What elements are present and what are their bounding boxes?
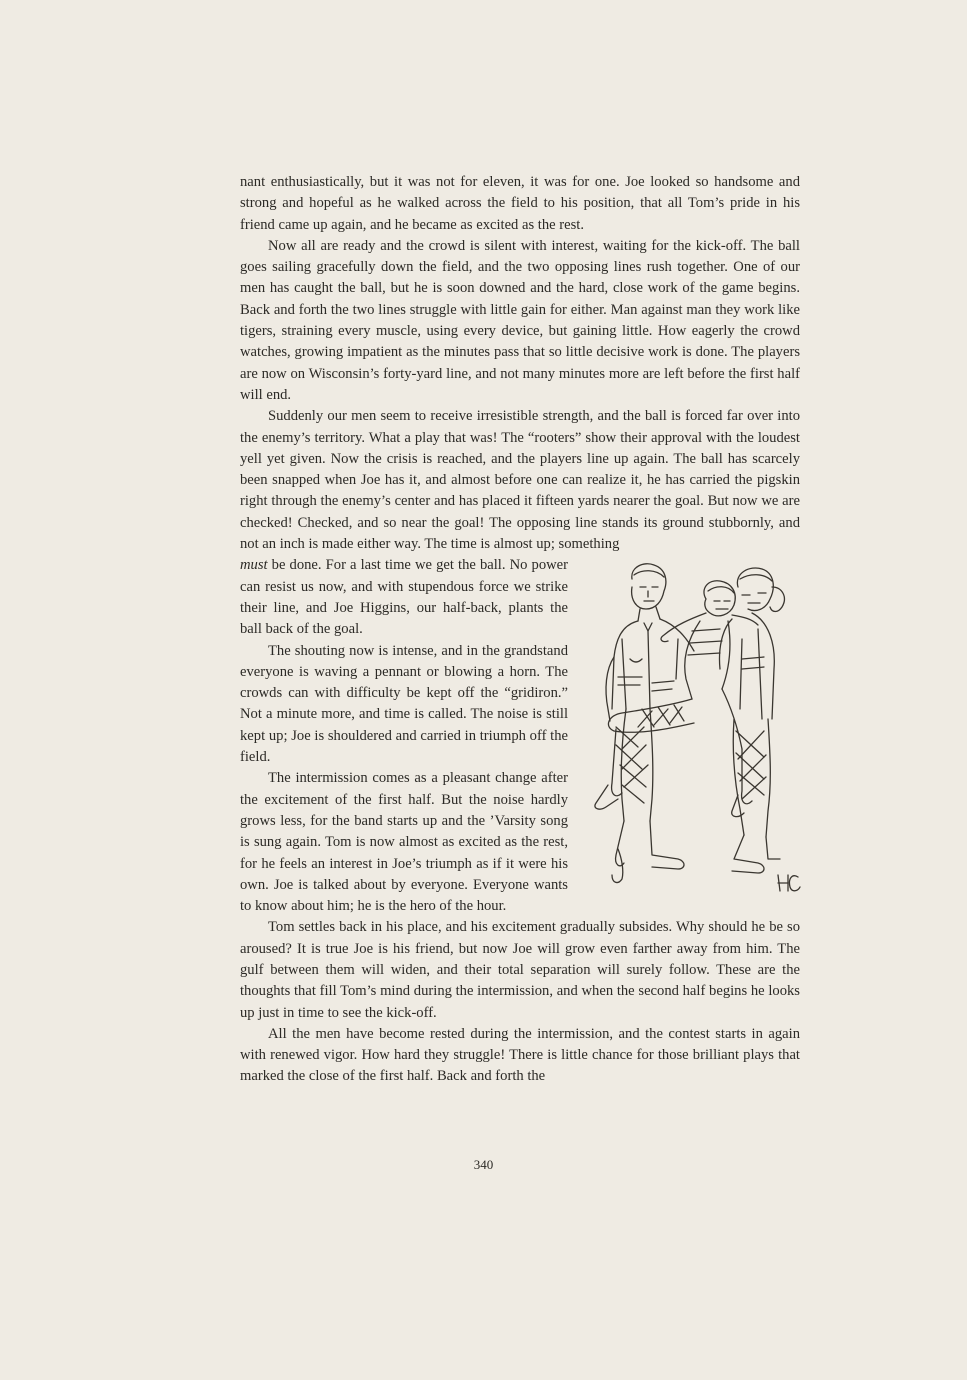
paragraph-tom-thoughts: Tom settles back in his place, and his excitement gradually subsides. Why should he be so aroused? It is true Joe is his friend, but now Joe will grow even farther away from him. The gulf between them will widen, and their total separation will surely follow. These are the thoughts that fill Tom’s mind during the intermission, and when the second half begins he looks up just in time to see the kick-off.	[240, 919, 800, 1021]
paragraph-shouting: The shouting now is intense, and in the grandstand everyone is waving a pennant or blowing a horn. The crowds can with difficulty be kept off the “gridiron.” Not a minute more, and time is called. The noise is still kept up; Joe is shouldered and carried in triumph off the field.	[240, 642, 568, 766]
paragraph-touchdown-emphasis: must	[240, 557, 268, 574]
football-illustration	[582, 559, 804, 895]
paragraph-touchdown-start: Suddenly our men seem to receive irresistible strength, and the ball is forced far over into the enemy’s territory. What a play that was! The “rooters” show their approval with the loudest yell yet given. Now the crisis is reached, and the players line up again. The ball has scarcely been snapped when Joe has it, and almost before one can realize it, he has carried the pigskin right through the enemy’s center and has placed it fifteen yards nearer the goal. But now we are checked! Checked, and so near the goal! The opposing line stands its ground stubbornly, and not an inch is made either way. The time is almost up; something	[240, 408, 800, 553]
paragraph-kickoff: Now all are ready and the crowd is silent with interest, waiting for the kick-off. The ball goes sailing gracefully down the field, and the two opposing lines rush together. One of our men has caught the ball, but he is soon downed and the hard, close work of the game begins. Back and forth the two lines struggle with little gain for either. Man against man they work like tigers, straining every muscle, using every device, but gaining little. How eagerly the crowd watches, growing impatient as the minutes pass that so little decisive work is done. The players are now on Wisconsin’s forty-yard line, and not many minutes more are left before the first half will end.	[240, 237, 800, 403]
players-carrying-hero-drawing	[582, 559, 804, 895]
paragraph-second-half: All the men have become rested during the intermission, and the contest starts in again with renewed vigor. How hard they struggle! There is little chance for those brilliant plays that marked the close of the first half. Back and forth the	[240, 1025, 800, 1085]
paragraph-continued: nant enthusiastically, but it was not for eleven, it was for one. Joe looked so handsome and strong and hopeful as he walked across the field to his position, that all Tom’s pride in his friend came up again, and he became as excited as the rest.	[240, 174, 800, 233]
page-number: 340	[473, 1157, 494, 1172]
paragraph-touchdown-end: be done. For a last time we get the ball. No power can resist us now, and with stupendous force we strike their line, and Joe Higgins, our half-back, plants the ball back of the goal.	[240, 557, 568, 638]
page-body	[240, 172, 800, 1088]
paragraph-intermission: The intermission comes as a pleasant change after the excitement of the first half. But the noise hardly grows less, for the band starts up and the ’Varsity song is sung again. Tom is now almost as excited as the rest, for he feels an interest in Joe’s triumph as if it were his own. Joe is talked about by everyone. Everyone wants to know about him; he is the hero of the hour.	[240, 770, 568, 915]
paragraph-touchdown	[240, 406, 800, 555]
